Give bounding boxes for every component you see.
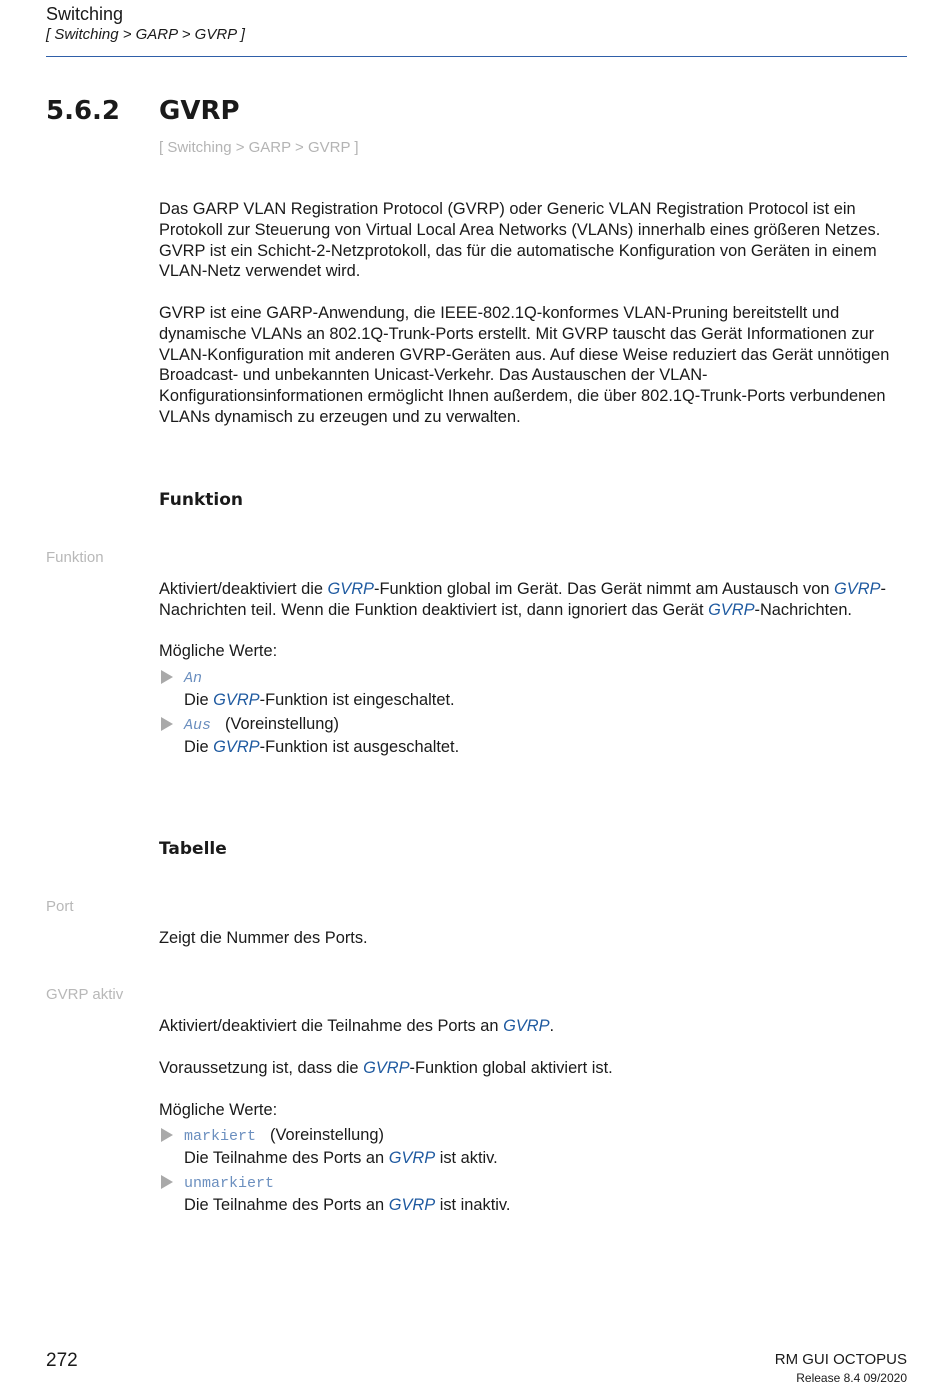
funktion-values-label: Mögliche Werte:	[159, 642, 278, 660]
gvrp-aktiv-margin-label: GVRP aktiv	[46, 986, 124, 1003]
default-note: (Voreinstellung)	[225, 715, 339, 733]
option-value: markiert	[184, 1128, 257, 1145]
triangle-bullet-icon	[161, 1175, 173, 1189]
option-value: unmarkiert	[184, 1175, 275, 1192]
running-header-title: Switching	[46, 4, 124, 24]
release-info: Release 8.4 09/2020	[796, 1371, 907, 1385]
tabelle-heading: Tabelle	[159, 839, 227, 859]
header-divider	[46, 56, 907, 57]
port-margin-label: Port	[46, 898, 74, 915]
gvrp-aktiv-option-unmarkiert: unmarkiert Die Teilnahme des Ports an GVRP ist inaktiv.	[159, 1172, 911, 1216]
port-description: Zeigt die Nummer des Ports.	[159, 929, 368, 947]
triangle-bullet-icon	[161, 670, 173, 684]
funktion-description: Aktiviert/deaktiviert die GVRP-Funktion global im Gerät. Das Gerät nimmt am Austausch von GVRP-Nachrichten teil. Wenn die Funktion deaktiviert ist, dann ignoriert das Gerät GVRP-Nachrichten.	[159, 580, 886, 619]
default-note: (Voreinstellung)	[270, 1126, 384, 1144]
running-header-breadcrumb: [ Switching > GARP > GVRP ]	[46, 26, 245, 43]
gvrp-keyword: GVRP	[708, 600, 755, 619]
intro-paragraph-2: GVRP ist eine GARP-Anwendung, die IEEE-802.1Q-konformes VLAN-Pruning bereitstellt und dynamische VLANs an 802.1Q-Trunk-Ports erstellt. Mit GVRP tauscht das Gerät Informationen zur VLAN-Konfiguration mit anderen GVRP-Geräten aus. Auf diese Weise reduziert das Gerät unnötigen Broadcast- und unbekannten Unicast-Verkehr. Das Austauschen der VLAN-Konfigurationsinformationen ermöglicht Ihnen außerdem, die über 802.1Q-Trunk-Ports verbundenen VLANs dynamisch zu erzeugen und zu verwalten.	[159, 304, 890, 426]
option-value: Aus	[184, 717, 212, 734]
intro-paragraph-1: Das GARP VLAN Registration Protocol (GVRP) oder Generic VLAN Registration Protocol ist ein Protokoll zur Steuerung von Virtual Local Area Networks (VLANs) innerhalb eines größeren Netzes. GVRP ist ein Schicht-2-Netzprotokoll, das für die automatische Konfiguration von Geräten in einem VLAN-Netz verwendet wird.	[159, 200, 881, 281]
funktion-option-an: An Die GVRP-Funktion ist eingeschaltet.	[159, 667, 911, 711]
page-number: 272	[46, 1350, 78, 1371]
section-number: 5.6.2	[46, 96, 121, 126]
funktion-margin-label: Funktion	[46, 549, 104, 566]
gvrp-keyword: GVRP	[834, 580, 881, 598]
gvrp-aktiv-option-markiert: markiert (Voreinstellung) Die Teilnahme des Ports an GVRP ist aktiv.	[159, 1125, 911, 1169]
gvrp-aktiv-description: Aktiviert/deaktiviert die Teilnahme des Ports an GVRP.	[159, 1017, 555, 1035]
document-title: RM GUI OCTOPUS	[774, 1351, 907, 1368]
gvrp-keyword: GVRP	[327, 580, 374, 598]
section-breadcrumb: [ Switching > GARP > GVRP ]	[159, 139, 359, 156]
gvrp-aktiv-requirement: Voraussetzung ist, dass die GVRP-Funktion global aktiviert ist.	[159, 1059, 613, 1077]
option-value: An	[184, 670, 203, 687]
funktion-heading: Funktion	[159, 490, 244, 510]
triangle-bullet-icon	[161, 1128, 173, 1142]
funktion-option-aus: Aus (Voreinstellung) Die GVRP-Funktion ist ausgeschaltet.	[159, 714, 911, 758]
gvrp-aktiv-values-label: Mögliche Werte:	[159, 1101, 278, 1119]
triangle-bullet-icon	[161, 717, 173, 731]
section-title: GVRP	[159, 96, 240, 126]
